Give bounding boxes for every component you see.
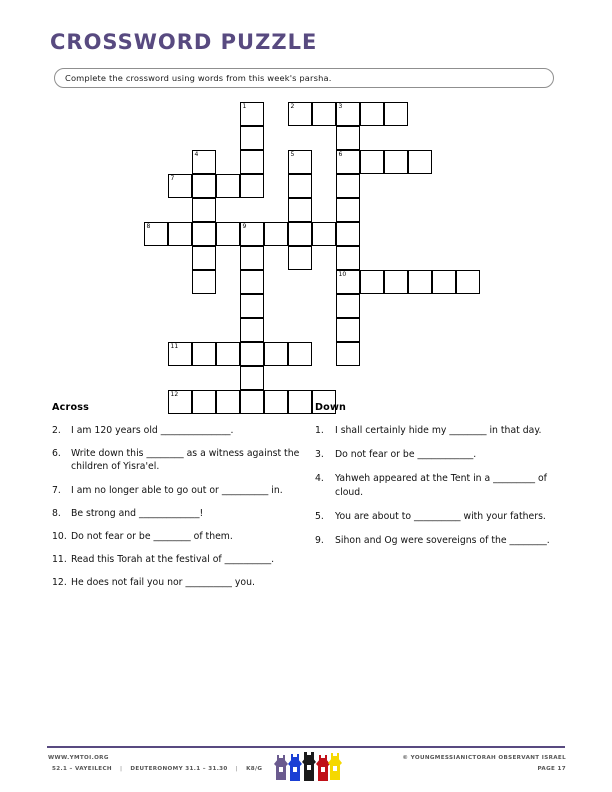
clue-number: 9.	[315, 535, 324, 547]
clue-text: Yahweh appeared at the Tent in a _________ of cloud.	[335, 473, 547, 498]
footer-page-number: PAGE 17	[537, 766, 566, 772]
crossword-cell[interactable]	[192, 198, 216, 222]
clue-number: 4.	[315, 473, 324, 485]
crossword-cell[interactable]	[288, 174, 312, 198]
down-clues-column	[315, 402, 555, 558]
clue-item	[52, 576, 302, 589]
crossword-cell[interactable]	[240, 342, 264, 366]
crossword-cell[interactable]	[360, 270, 384, 294]
footer-right-block	[402, 753, 566, 775]
crossword-cell[interactable]	[240, 294, 264, 318]
logo-figure-blue	[288, 754, 302, 781]
clue-text: Sihon and Og were sovereigns of the ________.	[335, 535, 550, 547]
clue-number: 11.	[52, 554, 67, 566]
crossword-cell[interactable]	[192, 246, 216, 270]
crossword-cell[interactable]	[432, 270, 456, 294]
crossword-cell[interactable]	[216, 174, 240, 198]
page-title: CROSSWORD PUZZLE	[50, 30, 318, 54]
clue-item	[315, 424, 555, 437]
crossword-cell[interactable]	[336, 294, 360, 318]
across-clue-list	[52, 424, 302, 590]
clue-text: Write down this ________ as a witness against the children of Yisra'el.	[71, 448, 300, 473]
across-heading: Across	[52, 402, 90, 413]
crossword-cell[interactable]	[192, 270, 216, 294]
crossword-cell[interactable]	[192, 342, 216, 366]
crossword-cell[interactable]	[384, 102, 408, 126]
clue-item	[315, 510, 555, 523]
clue-number: 1.	[315, 425, 324, 436]
crossword-cell[interactable]	[408, 150, 432, 174]
crossword-cell[interactable]	[360, 102, 384, 126]
crossword-cell[interactable]	[336, 222, 360, 246]
crossword-cell[interactable]	[144, 222, 168, 246]
crossword-cell[interactable]	[168, 222, 192, 246]
footer-divider	[47, 746, 565, 748]
clue-number: 2.	[52, 425, 61, 436]
crossword-cell[interactable]	[336, 318, 360, 342]
footer-left-block	[48, 753, 266, 775]
organization-logo-icon	[268, 750, 344, 786]
footer-separator-2: |	[235, 766, 239, 772]
footer-separator-1: |	[119, 766, 123, 772]
crossword-cell[interactable]	[240, 102, 264, 126]
crossword-cell[interactable]	[384, 150, 408, 174]
crossword-cell-number: 1	[242, 103, 247, 110]
footer-ref-grade: K8/G	[246, 766, 263, 772]
clue-text: I am 120 years old _______________.	[71, 425, 234, 436]
crossword-cell[interactable]	[240, 270, 264, 294]
logo-figure-black	[302, 752, 316, 781]
crossword-cell[interactable]	[288, 246, 312, 270]
crossword-cell[interactable]	[216, 342, 240, 366]
crossword-cell[interactable]	[240, 366, 264, 390]
footer-reference-line	[48, 764, 266, 775]
down-clue-list	[315, 424, 555, 547]
crossword-cell[interactable]	[360, 150, 384, 174]
crossword-cell[interactable]	[240, 174, 264, 198]
crossword-cell-number: 6	[338, 151, 343, 158]
crossword-cell-number: 4	[194, 151, 199, 158]
crossword-cell-number: 7	[170, 175, 175, 182]
clue-text: He does not fail you nor __________ you.	[71, 577, 255, 589]
across-clues-column	[52, 402, 302, 600]
crossword-cell[interactable]	[336, 174, 360, 198]
crossword-cell[interactable]	[168, 174, 192, 198]
crossword-cell[interactable]	[336, 150, 360, 174]
down-heading: Down	[315, 402, 347, 413]
crossword-cell[interactable]	[288, 150, 312, 174]
crossword-cell[interactable]	[456, 270, 480, 294]
clue-item	[52, 553, 302, 566]
crossword-cell-number: 10	[338, 271, 347, 278]
crossword-cell[interactable]	[240, 222, 264, 246]
clue-number: 10.	[52, 531, 67, 543]
crossword-cell[interactable]	[336, 102, 360, 126]
crossword-cell[interactable]	[336, 342, 360, 366]
clue-number: 5.	[315, 510, 324, 522]
clue-number: 12.	[52, 577, 67, 589]
logo-figure-purple	[274, 755, 288, 780]
clue-number: 6.	[52, 448, 61, 460]
clue-item	[52, 447, 302, 473]
clue-text: Do not fear or be ________ of them.	[71, 531, 233, 543]
crossword-cell[interactable]	[192, 150, 216, 174]
footer-copyright: © YOUNGMESSIANICTORAH OBSERVANT ISRAEL	[402, 755, 566, 761]
crossword-cell-number: 12	[170, 391, 179, 398]
crossword-cell[interactable]	[192, 222, 216, 246]
crossword-cell[interactable]	[240, 150, 264, 174]
clue-text: I shall certainly hide my ________ in that day.	[335, 425, 542, 436]
clue-item	[52, 424, 302, 437]
crossword-cell-number: 2	[290, 103, 295, 110]
crossword-cell[interactable]	[336, 198, 360, 222]
crossword-cell-number: 11	[170, 343, 179, 350]
crossword-cell[interactable]	[192, 174, 216, 198]
logo-figure-yellow	[328, 753, 342, 780]
footer-ref-scripture: DEUTERONOMY 31.1 – 31.30	[130, 766, 228, 772]
crossword-cell[interactable]	[240, 246, 264, 270]
instruction-text: Complete the crossword using words from this week's parsha.	[65, 73, 332, 83]
clue-item	[52, 484, 302, 497]
clue-item	[315, 534, 555, 547]
crossword-cell-number: 3	[338, 103, 343, 110]
crossword-cell[interactable]	[240, 126, 264, 150]
crossword-cell[interactable]	[408, 270, 432, 294]
footer-website[interactable]: WWW.YMTOI.ORG	[48, 755, 109, 761]
crossword-cell[interactable]	[216, 222, 240, 246]
crossword-cell[interactable]	[240, 318, 264, 342]
crossword-cell[interactable]	[264, 222, 288, 246]
clue-item	[52, 530, 302, 543]
crossword-cell[interactable]	[312, 222, 336, 246]
crossword-cell[interactable]	[288, 198, 312, 222]
clue-text: You are about to __________ with your fathers.	[335, 510, 546, 522]
logo-figure-red	[316, 755, 330, 781]
clue-text: Be strong and _____________!	[71, 507, 204, 519]
clue-text: Do not fear or be ____________.	[335, 449, 477, 461]
clue-number: 3.	[315, 449, 324, 461]
crossword-cell[interactable]	[384, 270, 408, 294]
clue-item	[315, 472, 555, 498]
crossword-cell[interactable]	[168, 342, 192, 366]
crossword-cell[interactable]	[336, 126, 360, 150]
clue-item	[52, 507, 302, 520]
clue-text: I am no longer able to go out or __________ in.	[71, 484, 283, 496]
crossword-cell[interactable]	[288, 342, 312, 366]
crossword-cell[interactable]	[288, 222, 312, 246]
crossword-cell-number: 5	[290, 151, 295, 158]
clue-number: 8.	[52, 507, 61, 519]
crossword-cell[interactable]	[288, 102, 312, 126]
crossword-cell[interactable]	[264, 342, 288, 366]
clue-number: 7.	[52, 484, 61, 496]
clue-text: Read this Torah at the festival of __________.	[71, 554, 275, 566]
footer-ref-code: 52.1 – VAYEILECH	[52, 766, 112, 772]
crossword-cell[interactable]	[336, 270, 360, 294]
crossword-cell-number: 9	[242, 223, 247, 230]
crossword-cell[interactable]	[336, 246, 360, 270]
crossword-cell[interactable]	[312, 102, 336, 126]
crossword-cell-number: 8	[146, 223, 151, 230]
clue-item	[315, 448, 555, 461]
